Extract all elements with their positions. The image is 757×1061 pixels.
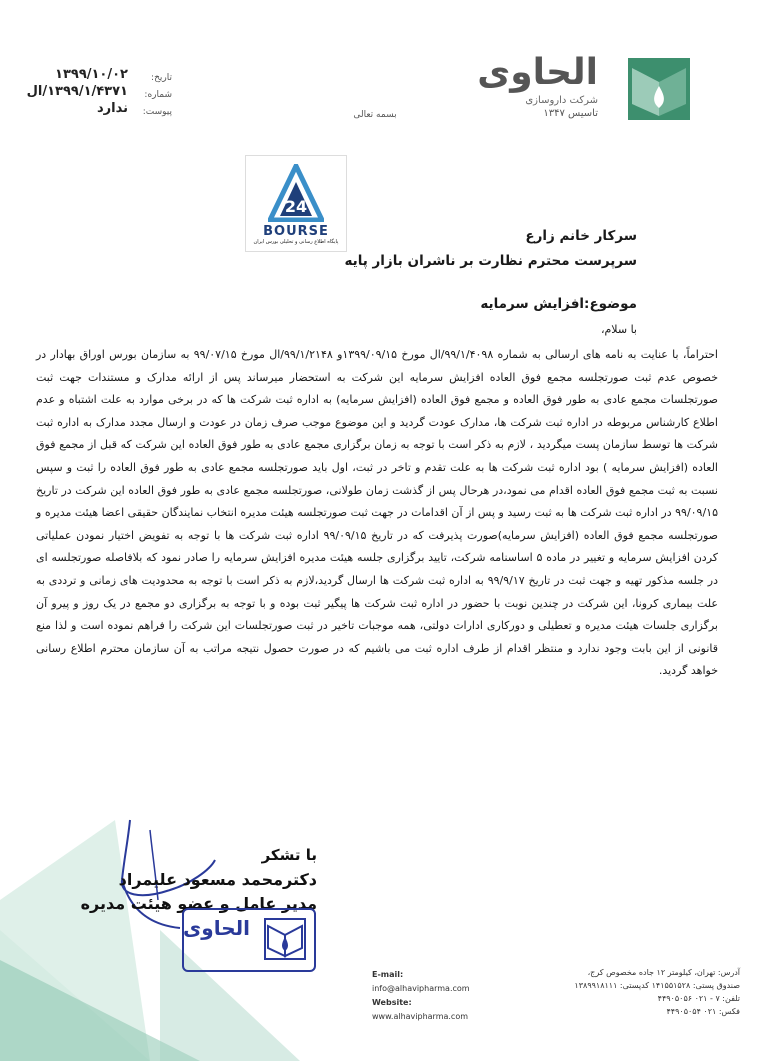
footer-contact-address [540,966,740,1018]
recipient-title: سرپرست محترم نظارت بر ناشران بازار پایه [344,253,637,269]
attachment-value: ندارد [96,101,128,116]
brand-founded: تاسیس ۱۳۴۷ [543,108,598,119]
bourse-word: BOURSE [263,224,329,239]
meta-values [20,66,128,117]
website-label: Website: [372,998,412,1007]
address: آدرس: تهران، کیلومتر ۱۲ جاده مخصوص کرج، [587,968,740,977]
svg-text:24: 24 [284,197,308,216]
bourse-tagline: پایگاه اطلاع رسانی و تحلیلی بورس ایران [253,239,339,245]
stamp-name: الحاوی [182,916,250,940]
letter-body: احتراماً، با عنایت به نامه های ارسالی به شماره ۹۹/۱/۴۰۹۸/ال مورخ ۱۳۹۹/۰۹/۱۵و ۹۹/۱/۲۱۴۸/ال مورخ ۹۹/۰۷/۱۵ به سازمان بورس اوراق بهادار در خصوص عدم ثبت صورتجلسه مجمع فوق العاده افزایش سرمایه این شرکت به استحضار میرساند پس از ارائه مدارک و مستندات جهت ثبت صورتجلسات مجمع عادی به طور فوق العاده و مجمع فوق العاده (افزایش سرمایه) به اداره ثبت شرکت ها که در برخی موارد به علت اشتباه و عدم اطلاع کارشناس مربوطه در اداره ثبت شرکت ها، مدارک عودت گردید و این موضوع موجب صرف زمان در عودت و ارسال مجدد مدارک به اداره ثبت شرکت ها توسط سازمان پست میگردید ، لازم به ذکر است با توجه به زمان برگزاری مجمع عادی به طور فوق العاده این شرکت که قبل از مجمع فوق العاده (افزایش سرمایه ) بود اداره ثبت شرکت ها به علت تقدم و تاخر در ثبت، اول باید صورتجلسه مجمع عادی به طور فوق العاده را ثبت و سپس نسبت به ثبت مجمع فوق العاده اقدام می نمود،در هرحال پس از گذشت زمان طولانی، صورتجلسه مجمع عادی به طور فوق العاده این شرکت در تاریخ ۹۹/۰۹/۱۵ در اداره ثبت شرکت ها به ثبت رسید و پس از آن اقدامات در جهت ثبت صورتجلسه هیئت مدیره انتخاب نمایندگان حقیقی اعضا هیئت مدیره و صورتجلسه مجمع فوق العاده (افزایش سرمایه)صورت پذیرفت که در تاریخ ۹۹/۰۹/۱۵ اداره ثبت شرکت ها با توجه به تفویض اختیار نمودن عملیاتی کردن افزایش سرمایه و تغییر در ماده ۵ اساسنامه شرکت، تایید برگزاری جلسه هیئت مدیره افزایش سرمایه را صادر نمود که بلافاصله صورتجلسه ای در جلسه مذکور تهیه و جهت ثبت در تاریخ ۹۹/۹/۱۷ به اداره ثبت شرکت ها ارسال گردید،لازم به ذکر است با توجه به محدودیت های زمانی و ترددی به علت بیماری کرونا، این شرکت در چندین نوبت با حضور در اداره ثبت شرکت ها پیگیر ثبت بوده و با توجه به برگزاری دو مجمع در یک روز و پیرو آن برگزاری جلسات هیئت مدیره و تعطیلی و دورکاری ادارات دولتی، همه موجبات تاخیر در ثبت صورتجلسات این شرکت را فراهم نموده است و لذا منع قانونی از این بابت وجود ندارد و منتظر اقدام از طرف اداره ثبت می باشیم که در صورت حصول نتیجه مراتب به آن سازمان محترم اطلاع رسانی خواهد گردید. [36,348,719,678]
date-value: ۱۳۹۹/۱۰/۰۲ [55,67,128,82]
brand-subtitle: شرکت داروسازی [525,95,598,106]
bourse-emblem-icon [268,164,324,222]
attachment-label: پیوست: [142,107,172,117]
email-label: E-mail: [372,970,404,979]
fax: فکس: ۰۲۱ ۴۴۹۰۵۰۵۴ [666,1007,740,1016]
number-value: ۱۳۹۹/۱/۴۳۷۱/ال [26,84,128,99]
phone: تلفن: ۷ - ۰۲۱ ۴۴۹۰۵۰۵۶ [657,994,740,1003]
subject-line: موضوع:افزایش سرمایه [480,296,637,312]
website-link[interactable]: www.alhavipharma.com [372,1012,469,1021]
alhavi-logo-icon [628,58,690,120]
greeting: با سلام، [600,323,637,336]
signatory-name: دکترمحمد مسعود علیمراد [118,870,317,889]
footer-contact-web [372,968,502,1024]
website-row [372,996,502,1024]
signature-thanks: با تشکر [261,846,317,864]
postal-code: صندوق پستی: ۱۴۱۵۵۱۵۲۸ کدپستی: ۱۳۸۹۹۱۸۱۱۱ [574,981,740,990]
email-link[interactable]: info@alhavipharma.com [372,984,470,993]
stamp-logo-icon [264,918,306,960]
basmala: بسمه تعالی [353,110,397,120]
signatory-title: مدیر عامل و عضو هیئت مدیره [80,894,317,913]
email-row [372,968,502,996]
brand-name: الحاوی [477,52,598,93]
date-label: تاریخ: [151,73,172,83]
number-label: شماره: [144,90,172,100]
recipient-name: سرکار خانم زارع [525,228,637,244]
meta-labels [132,70,172,121]
company-stamp [182,908,316,972]
